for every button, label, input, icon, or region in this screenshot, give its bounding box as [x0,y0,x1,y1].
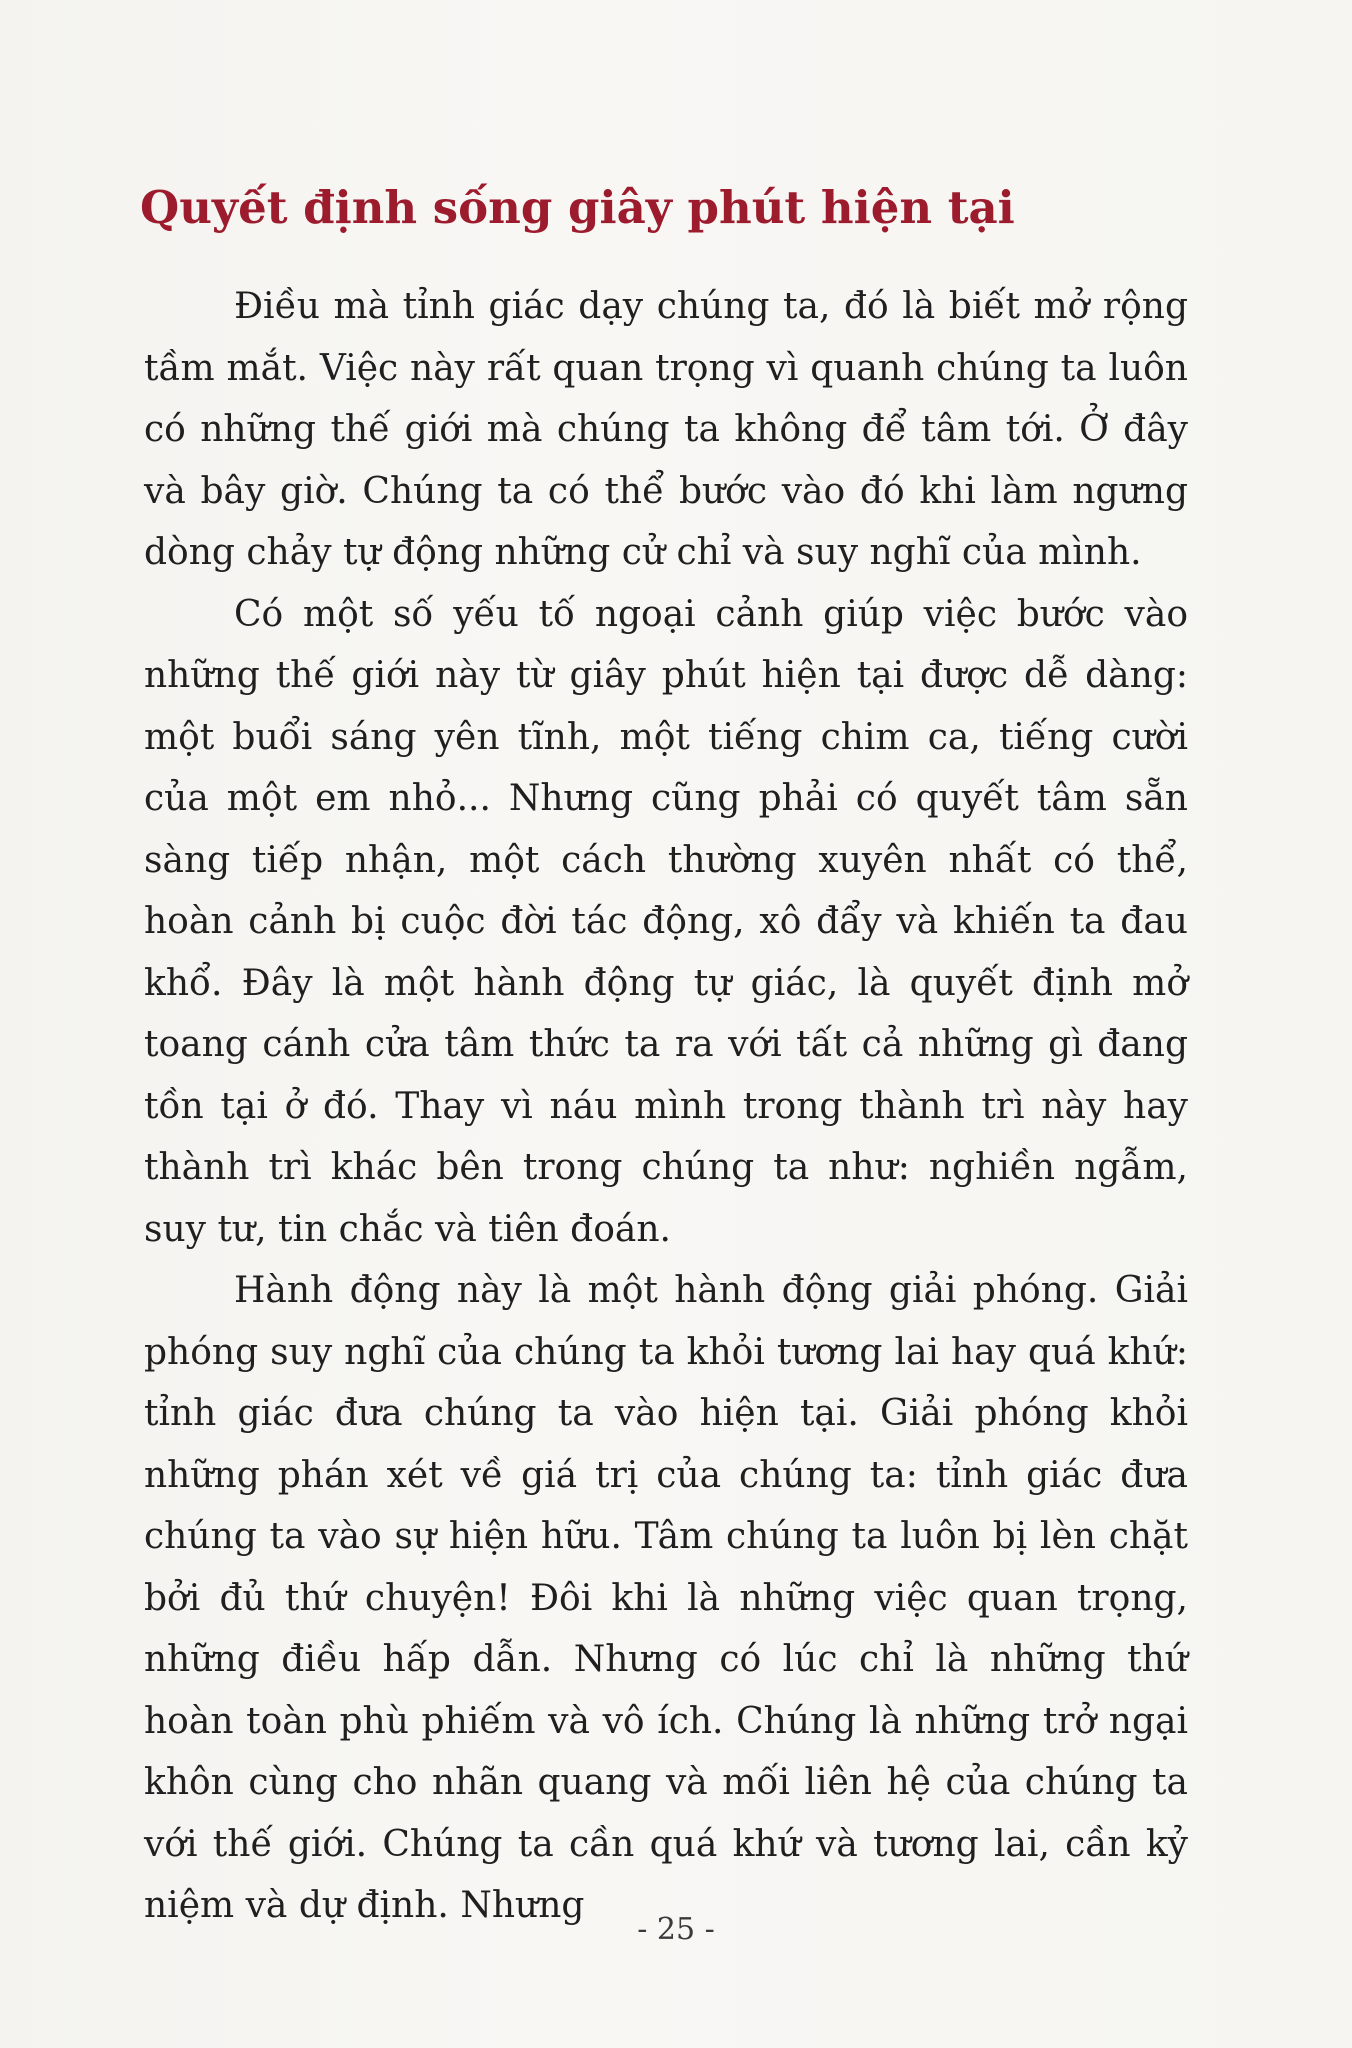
paragraph-1: Điều mà tỉnh giác dạy chúng ta, đó là biết mở rộng tầm mắt. Việc này rất quan trọng vì quanh chúng ta luôn có những thế giới mà chúng ta không để tâm tới. Ở đây và bây giờ. Chúng ta có thể bước vào đó khi làm ngưng dòng chảy tự động những cử chỉ và suy nghĩ của mình. [144,286,1188,573]
paragraph-3: Hành động này là một hành động giải phóng. Giải phóng suy nghĩ của chúng ta khỏi tương lai hay quá khứ: tỉnh giác đưa chúng ta vào hiện tại. Giải phóng khỏi những phán xét về giá trị của chúng ta: tỉnh giác đưa chúng ta vào sự hiện hữu. Tâm chúng ta luôn bị lèn chặt bởi đủ thứ chuyện! Đôi khi là những việc quan trọng, những điều hấp dẫn. Nhưng có lúc chỉ là những thứ hoàn toàn phù phiếm và vô ích. Chúng là những trở ngại khôn cùng cho nhãn quang và mối liên hệ của chúng ta với thế giới. Chúng ta cần quá khứ và tương lai, cần kỷ niệm và dự định. Nhưng [144,1270,1188,1926]
section-heading: Quyết định sống giây phút hiện tại [140,181,1015,234]
page-number: - 25 - [637,1912,715,1947]
body-text [144,276,1188,1937]
paragraph-2: Có một số yếu tố ngoại cảnh giúp việc bước vào những thế giới này từ giây phút hiện tại được dễ dàng: một buổi sáng yên tĩnh, một tiếng chim ca, tiếng cười của một em nhỏ... Nhưng cũng phải có quyết tâm sẵn sàng tiếp nhận, một cách thường xuyên nhất có thể, hoàn cảnh bị cuộc đời tác động, xô đẩy và khiến ta đau khổ. Đây là một hành động tự giác, là quyết định mở toang cánh cửa tâm thức ta ra với tất cả những gì đang tồn tại ở đó. Thay vì náu mình trong thành trì này hay thành trì khác bên trong chúng ta như: nghiền ngẫm, suy tư, tin chắc và tiên đoán. [144,593,1188,1250]
